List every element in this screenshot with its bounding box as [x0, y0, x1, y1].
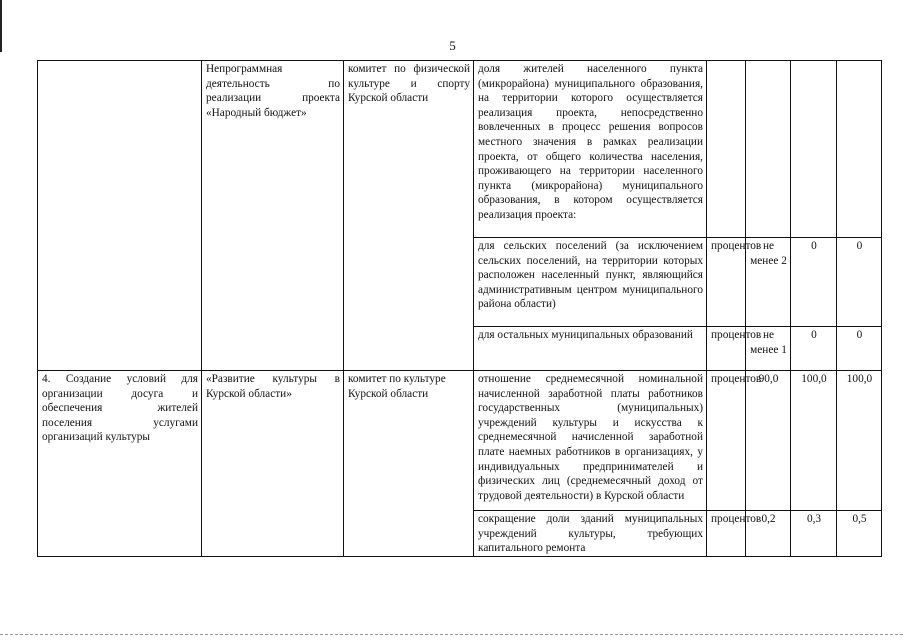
value-cell: 100,0 [837, 371, 882, 511]
indicators-table [37, 60, 882, 557]
value-cell [837, 61, 882, 238]
program-cell: Непрограммная деятельность по реализации проекта «Народный бюджет» [202, 61, 344, 371]
value-cell: 0 [837, 238, 882, 327]
value-cell [791, 61, 837, 238]
value-cell: 0,3 [791, 511, 837, 557]
unit-cell: процентов [707, 327, 746, 371]
indicator-cell: для остальных муниципальных образований [474, 327, 707, 371]
value-cell: 90,0 [746, 371, 791, 511]
unit-cell: процентов [707, 238, 746, 327]
responsible-cell: комитет по физической культуре и спорту Курской области [344, 61, 474, 371]
scan-edge-bottom [0, 634, 905, 635]
table-row [38, 371, 882, 511]
indicator-cell: для сельских поселений (за исключением сельских поселений, на территории которых расположен населенный пункт, являющийся административным центром муниципального района области) [474, 238, 707, 327]
indicator-cell: доля жителей населенного пункта (микрорайона) муниципального образования, на территории которого осуществляется реализация проекта, непосредственно вовлеченных в процесс решения вопросов местного значения в рамках реализации проекта, от общего количества населения, проживающего на территории населенного пункта (микрорайона) муниципального образования, в котором осуществляется реализация проекта: [474, 61, 707, 238]
page-number: 5 [449, 38, 456, 53]
value-cell: 100,0 [791, 371, 837, 511]
value-cell: 0,2 [746, 511, 791, 557]
program-cell: «Развитие культуры в Курской области» [202, 371, 344, 557]
value-cell: не менее 1 [746, 327, 791, 371]
unit-cell: процентов [707, 511, 746, 557]
value-cell [746, 61, 791, 238]
indicator-cell: отношение среднемесячной номинальной начисленной заработной платы работников государственных (муниципальных) учреждений культуры и искусства к среднемесячной начисленной заработной плате наемных работников в организациях, у индивидуальных предпринимателей и физических лиц (среднемесячный доход от трудовой деятельности) в Курской области [474, 371, 707, 511]
unit-cell [707, 61, 746, 238]
value-cell: не менее 2 [746, 238, 791, 327]
task-cell: 4. Создание условий для организации досуга и обеспечения жителей поселения услугами организаций культуры [38, 371, 202, 557]
indicator-cell: сокращение доли зданий муниципальных учреждений культуры, требующих капитального ремонта [474, 511, 707, 557]
value-cell: 0,5 [837, 511, 882, 557]
task-cell [38, 61, 202, 371]
value-cell: 0 [791, 238, 837, 327]
responsible-cell: комитет по культуре Курской области [344, 371, 474, 557]
table-row [38, 61, 882, 238]
unit-cell: процентов [707, 371, 746, 511]
value-cell: 0 [837, 327, 882, 371]
value-cell: 0 [791, 327, 837, 371]
